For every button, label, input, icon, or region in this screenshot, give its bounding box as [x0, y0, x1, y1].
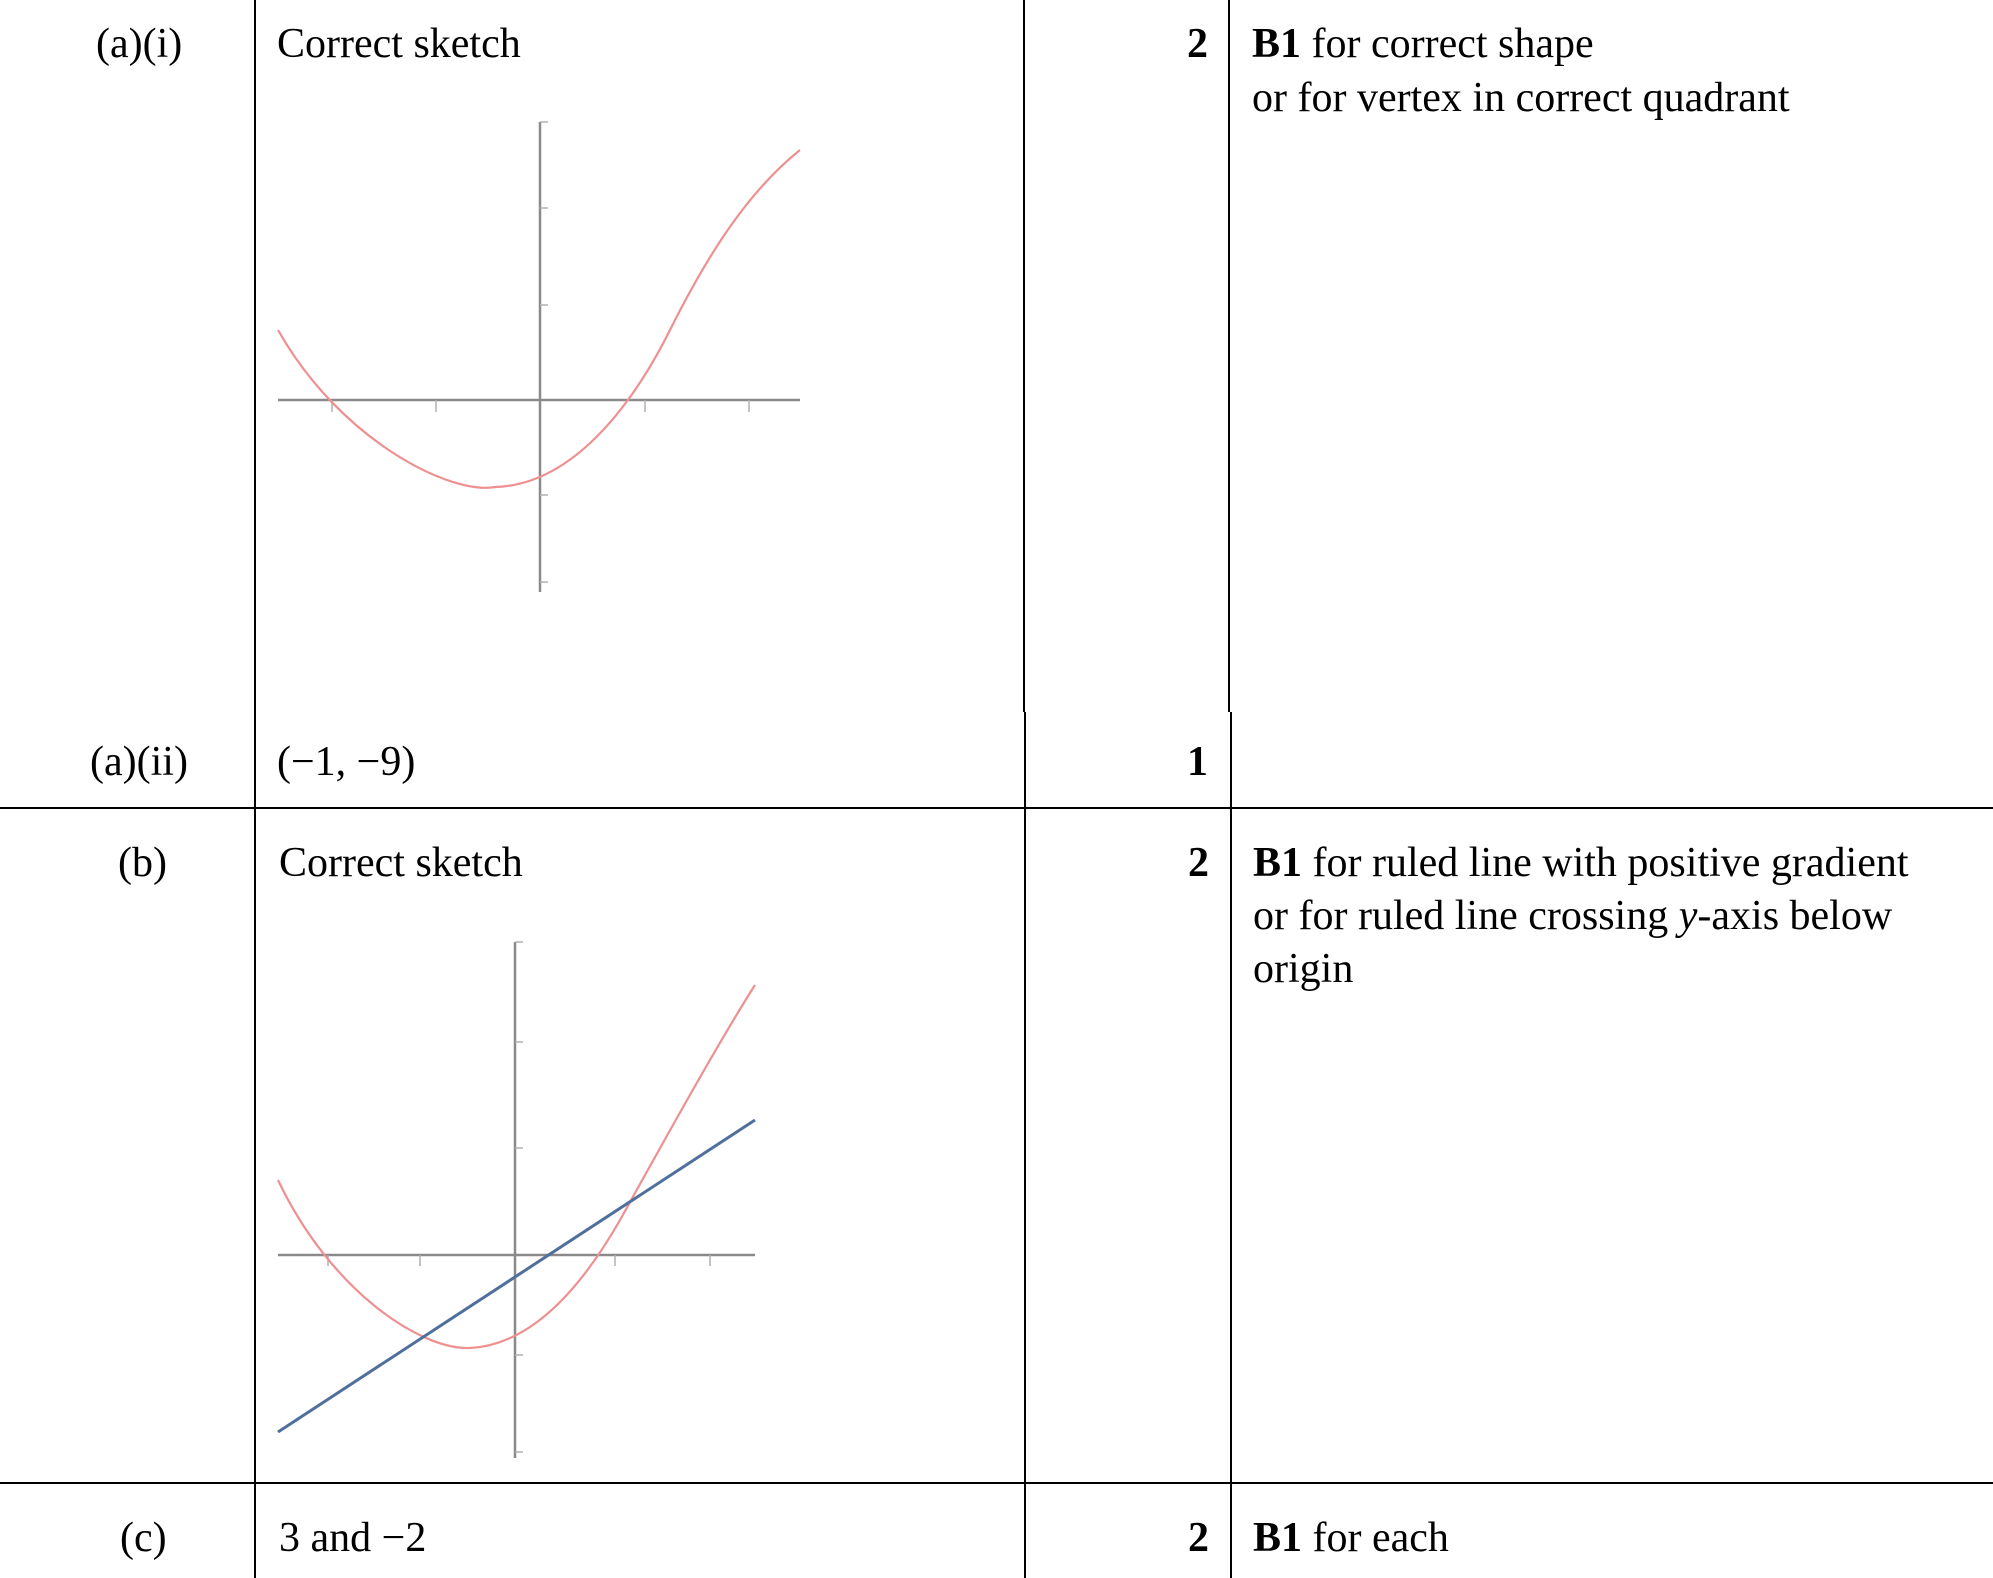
rule-v-mark-guidance-lower [1230, 712, 1232, 1578]
mark-value: 1 [1187, 739, 1208, 785]
rule-h-row-b-end [0, 1482, 1993, 1484]
guidance-line [1253, 1511, 1449, 1565]
part-label: (a)(ii) [90, 739, 188, 785]
rule-h-row-a-end [0, 807, 1993, 809]
guidance-text: -axis below [1697, 893, 1893, 939]
sketch-a-quadratic [270, 110, 830, 610]
sketch-b-quadratic-and-line [270, 930, 790, 1460]
guidance-text: for each [1302, 1515, 1449, 1561]
part-label: (b) [118, 840, 167, 886]
guidance-text: for correct shape [1301, 21, 1594, 67]
rule-v-mark-guidance [1228, 0, 1230, 712]
mark-value: 2 [1188, 840, 1209, 886]
guidance-text: or for ruled line crossing [1253, 893, 1679, 939]
guidance-bold-code: B1 [1252, 21, 1302, 67]
guidance-text: for ruled line with positive gradient [1302, 840, 1909, 886]
straight-line [278, 1120, 755, 1432]
guidance-bold-code: B1 [1253, 840, 1303, 886]
x-axis [278, 1255, 755, 1266]
guidance-line [1253, 889, 1892, 943]
rule-v-answer-mark [1023, 0, 1025, 712]
y-axis [540, 122, 548, 592]
answer-text: 3 and −2 [279, 1515, 427, 1561]
guidance-line: or for vertex in correct quadrant [1252, 75, 1790, 121]
y-axis [515, 942, 523, 1458]
answer-text: Correct sketch [279, 840, 523, 886]
guidance-line [1253, 836, 1909, 890]
part-label: (a)(i) [96, 21, 183, 67]
guidance-line [1252, 17, 1594, 71]
rule-v-answer-mark-lower [1024, 712, 1026, 1578]
guidance-line: origin [1253, 946, 1354, 992]
guidance-bold-code: B1 [1253, 1515, 1303, 1561]
part-label: (c) [120, 1515, 167, 1561]
answer-text: Correct sketch [277, 21, 521, 67]
mark-value: 2 [1187, 21, 1208, 67]
answer-text: (−1, −9) [277, 739, 416, 785]
guidance-italic-y: y [1678, 893, 1698, 939]
mark-value: 2 [1188, 1515, 1209, 1561]
rule-v-part-answer [254, 0, 256, 1578]
